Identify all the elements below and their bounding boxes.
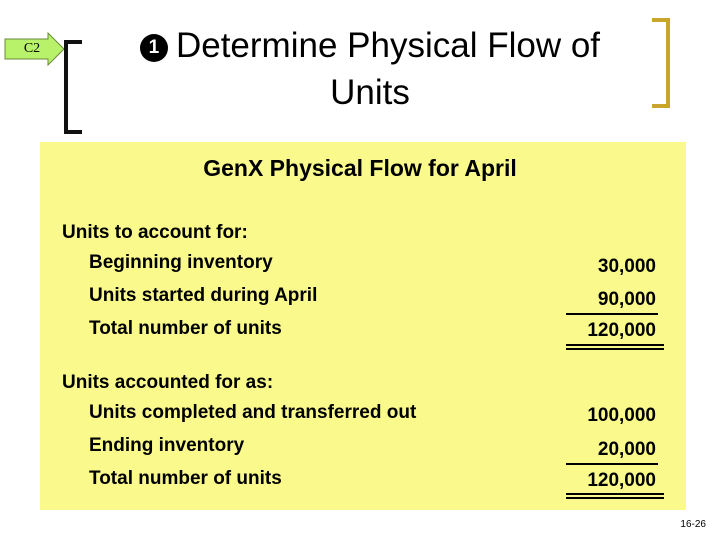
c2-objective-badge	[4, 32, 66, 66]
subtotal-underline	[566, 463, 658, 465]
row-label: Total number of units	[89, 318, 282, 339]
row-value: 120,000	[587, 320, 656, 341]
objective-code: C2	[23, 41, 41, 56]
row-value: 20,000	[597, 439, 656, 460]
total-double-underline	[566, 344, 664, 346]
panel-title: GenX Physical Flow for April	[203, 155, 517, 181]
slide-title	[90, 22, 650, 116]
slide-number: 16-26	[680, 519, 706, 530]
right-bracket-decoration	[652, 18, 670, 108]
row-value: 120,000	[587, 470, 656, 491]
subtotal-underline	[566, 313, 658, 315]
title-line-1: Determine Physical Flow of	[175, 26, 601, 65]
total-double-underline	[566, 493, 664, 495]
row-label: Units completed and transferred out	[89, 402, 417, 423]
row-label: Units started during April	[89, 285, 318, 306]
row-label: Total number of units	[89, 468, 282, 489]
title-line-2: Units	[330, 73, 410, 112]
row-value: 90,000	[597, 289, 656, 310]
row-value: 100,000	[587, 405, 656, 426]
row-label: Beginning inventory	[89, 252, 273, 273]
section-header-accounted-for: Units accounted for as:	[62, 372, 274, 393]
row-value: 30,000	[597, 256, 656, 277]
left-bracket-decoration	[64, 40, 82, 134]
total-double-underline	[566, 348, 664, 350]
number-one-bullet-icon: 1	[140, 34, 168, 62]
total-double-underline	[566, 497, 664, 499]
row-label: Ending inventory	[89, 435, 245, 456]
section-header-to-account-for: Units to account for:	[62, 222, 248, 243]
